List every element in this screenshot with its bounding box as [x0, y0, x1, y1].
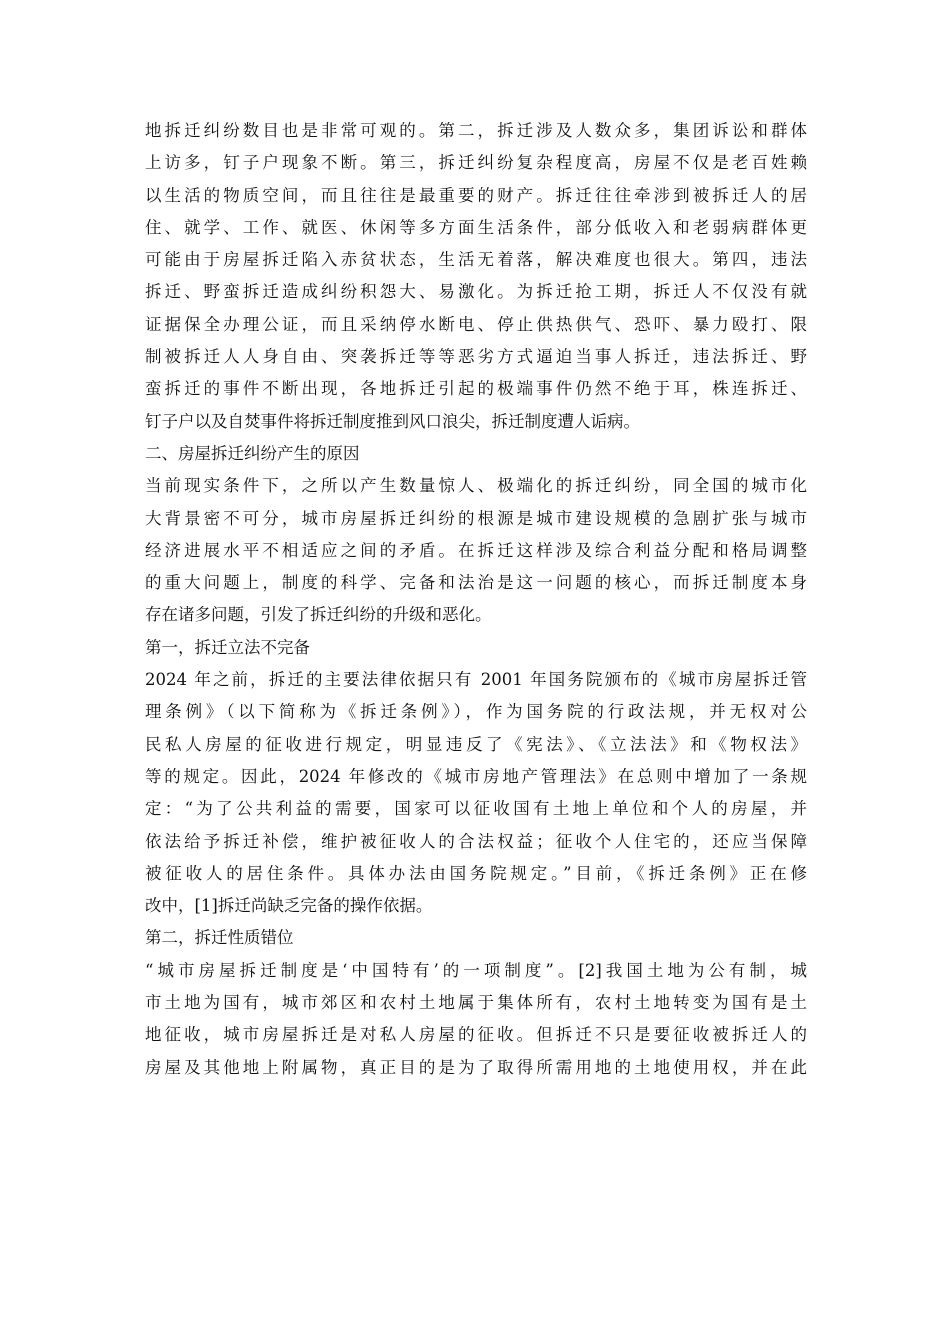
text-line: 当前现实条件下，之所以产生数量惊人、极端化的拆迁纠纷，同全国的城市化	[145, 476, 807, 496]
text-line: 市土地为国有，城市郊区和农村土地属于集体所有，农村土地转变为国有是土	[145, 993, 807, 1013]
text-line: 被征收人的居住条件。具体办法由国务院规定。”目前，《拆迁条例》正在修	[145, 863, 807, 883]
text-line: 第二，拆迁性质错位	[145, 928, 294, 948]
document-body	[145, 115, 807, 1084]
text-line: 第一，拆迁立法不完备	[145, 637, 310, 657]
text-line: 拆迁、野蛮拆迁造成纠纷积怨大、易激化。为拆迁抢工期，拆迁人不仅没有就	[145, 282, 807, 302]
text-line: 地征收，城市房屋拆迁是对私人房屋的征收。但拆迁不只是要征收被拆迁人的	[145, 1025, 807, 1045]
text-line: 改中，[1]拆迁尚缺乏完备的操作依据。	[145, 896, 433, 916]
text-line: 房屋及其他地上附属物，真正目的是为了取得所需用地的土地使用权，并在此	[145, 1057, 807, 1077]
text-line: 理条例》（以下简称为《拆迁条例》），作为国务院的行政法规，并无权对公	[145, 702, 807, 722]
text-line: 地拆迁纠纷数目也是非常可观的。第二，拆迁涉及人数众多，集团诉讼和群体	[145, 121, 807, 140]
text-line: 2024 年之前，拆迁的主要法律依据只有 2001 年国务院颁布的《城市房屋拆迁管	[145, 670, 807, 690]
text-line: 钉子户以及自焚事件将拆迁制度推到风口浪尖，拆迁制度遭人诟病。	[145, 411, 640, 431]
text-line: 经济进展水平不相适应之间的矛盾。在拆迁这样涉及综合利益分配和格局调整	[145, 540, 807, 560]
text-line: 上访多，钉子户现象不断。第三，拆迁纠纷复杂程度高，房屋不仅是老百姓赖	[145, 153, 807, 173]
text-line: 制被拆迁人人身自由、突袭拆迁等等恶劣方式逼迫当事人拆迁，违法拆迁、野	[145, 347, 807, 367]
text-line: 等的规定。因此，2024 年修改的《城市房地产管理法》在总则中增加了一条规	[145, 766, 807, 786]
text-line: 民私人房屋的征收进行规定，明显违反了《宪法》、《立法法》和《物权法》	[145, 734, 807, 754]
text-line: 二、房屋拆迁纠纷产生的原因	[145, 443, 360, 463]
text-line: 存在诸多问题，引发了拆迁纠纷的升级和恶化。	[145, 605, 492, 625]
text-line: 以生活的物质空间，而且往往是最重要的财产。拆迁往往牵涉到被拆迁人的居	[145, 185, 807, 205]
text-line: 的重大问题上，制度的科学、完备和法治是这一问题的核心，而拆迁制度本身	[145, 573, 807, 593]
text-line: 可能由于房屋拆迁陷入赤贫状态，生活无着落，解决难度也很大。第四，违法	[145, 250, 807, 270]
text-line: 定：“为了公共利益的需要，国家可以征收国有土地上单位和个人的房屋，并	[145, 799, 807, 819]
text-line: 大背景密不可分，城市房屋拆迁纠纷的根源是城市建设规模的急剧扩张与城市	[145, 508, 807, 528]
text-line: 证据保全办理公证，而且采纳停水断电、停止供热供气、恐吓、暴力殴打、限	[145, 314, 807, 334]
text-line: 住、就学、工作、就医、休闲等多方面生活条件，部分低收入和老弱病群体更	[145, 217, 807, 237]
text-line: “城市房屋拆迁制度是‘中国特有’的一项制度”。[2]我国土地为公有制，城	[145, 960, 807, 980]
text-line: 依法给予拆迁补偿，维护被征收人的合法权益；征收个人住宅的，还应当保障	[145, 831, 807, 851]
text-line: 蛮拆迁的事件不断出现，各地拆迁引起的极端事件仍然不绝于耳，株连拆迁、	[145, 379, 807, 399]
